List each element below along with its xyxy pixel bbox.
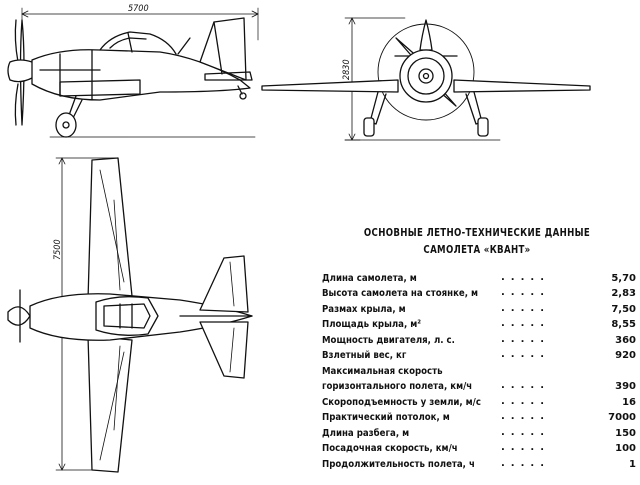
spec-row <box>322 454 640 470</box>
leader-dots: ..... <box>501 349 550 360</box>
specs-title <box>347 225 608 259</box>
leader-dots: ..... <box>501 271 550 283</box>
leader-dots: ..... <box>501 426 550 438</box>
spec-value <box>552 361 640 377</box>
spec-row <box>322 315 640 331</box>
spec-row <box>322 439 640 455</box>
spec-label <box>322 284 552 300</box>
spec-value: 8,55 <box>611 319 636 330</box>
spec-value: 390 <box>615 381 636 392</box>
spec-label-text: Посадочная скорость, км/ч <box>322 443 458 454</box>
specs-table <box>322 268 640 470</box>
leader-dots: ..... <box>501 457 550 469</box>
leader-dots: ..... <box>501 411 550 422</box>
spec-label <box>322 346 552 362</box>
spec-row <box>322 423 640 439</box>
spec-value: 1 <box>629 458 636 470</box>
spec-label-text: Площадь крыла, м² <box>322 319 422 330</box>
spec-label-text: Максимальная скорость <box>322 365 443 377</box>
spec-value: 920 <box>615 350 636 361</box>
spec-value: 2,83 <box>611 288 636 299</box>
spec-label-text: Продолжительность полета, ч <box>322 458 475 470</box>
spec-value: 7000 <box>608 412 636 423</box>
spec-row <box>322 268 640 284</box>
spec-value: 16 <box>622 396 636 408</box>
spec-label <box>322 330 552 346</box>
spec-row <box>322 392 640 408</box>
spec-label-text: Взлетный вес, кг <box>322 350 407 361</box>
spec-row <box>322 377 640 393</box>
length-dimension-label: 5700 <box>128 4 149 14</box>
spec-label <box>322 408 552 424</box>
wingspan-dimension-label: 7500 <box>53 239 63 260</box>
spec-label-text: Размах крыла, м <box>322 303 406 315</box>
spec-label-text: Мощность двигателя, л. с. <box>322 334 455 346</box>
leader-dots: ..... <box>501 442 550 453</box>
spec-label <box>322 268 552 284</box>
spec-label-text: Длина самолета, м <box>322 272 417 284</box>
leader-dots: ..... <box>501 287 550 298</box>
spec-value: 100 <box>615 443 636 454</box>
spec-label-text: горизонтального полета, км/ч <box>322 381 473 392</box>
spec-row <box>322 361 640 377</box>
spec-label-text: Высота самолета на стоянке, м <box>322 288 479 299</box>
specs-title-line-2: САМОЛЕТА «КВАНТ» <box>423 244 531 256</box>
spec-label <box>322 315 552 331</box>
spec-value: 150 <box>615 427 636 439</box>
leader-dots: ..... <box>501 380 550 391</box>
spec-row <box>322 284 640 300</box>
leader-dots: ..... <box>501 302 550 314</box>
spec-value: 360 <box>615 334 636 346</box>
leader-dots: ..... <box>501 395 550 407</box>
spec-label <box>322 377 552 393</box>
spec-label <box>322 361 552 377</box>
spec-label-text: Скороподъемность у земли, м/с <box>322 396 481 408</box>
height-dimension-label: 2830 <box>342 59 352 80</box>
spec-value: 7,50 <box>611 303 636 315</box>
spec-row <box>322 330 640 346</box>
spec-label <box>322 439 552 455</box>
spec-value: 5,70 <box>611 272 636 284</box>
spec-label <box>322 454 552 470</box>
spec-label-text: Практический потолок, м <box>322 412 450 423</box>
spec-label <box>322 423 552 439</box>
leader-dots: ..... <box>501 333 550 345</box>
spec-label <box>322 392 552 408</box>
top-view <box>8 158 252 472</box>
spec-label-text: Длина разбега, м <box>322 427 410 439</box>
spec-label <box>322 299 552 315</box>
front-view <box>262 18 590 140</box>
leader-dots: ..... <box>501 318 550 329</box>
specs-title-line-1: ОСНОВНЫЕ ЛЕТНО-ТЕХНИЧЕСКИЕ ДАННЫЕ <box>363 227 591 239</box>
side-view <box>8 8 258 137</box>
spec-row <box>322 408 640 424</box>
spec-row <box>322 346 640 362</box>
spec-row <box>322 299 640 315</box>
